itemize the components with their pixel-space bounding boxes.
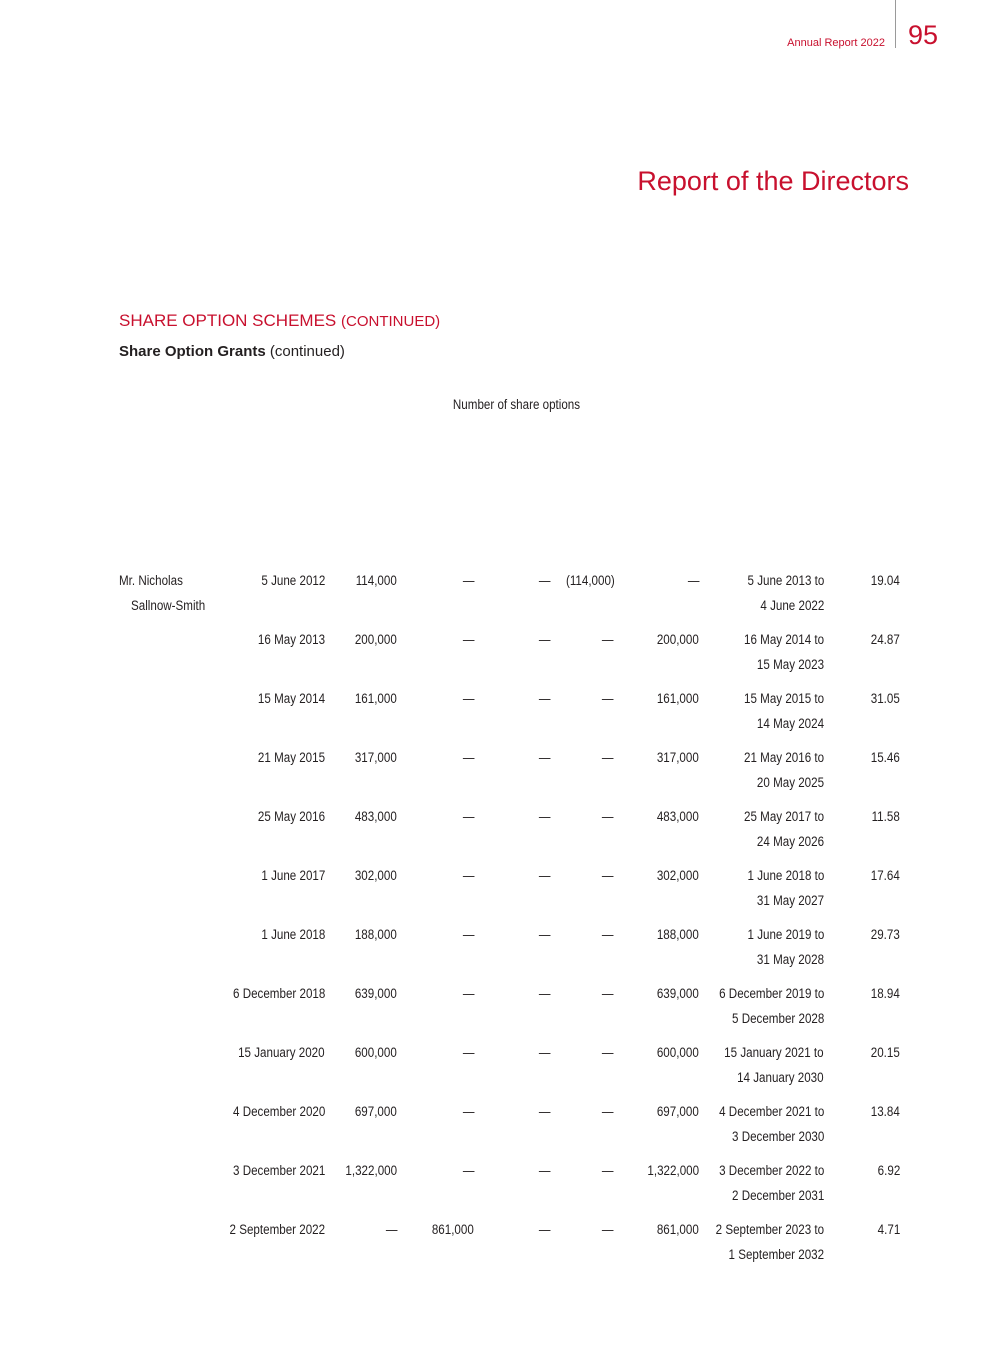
cell-expired: — — [601, 691, 613, 706]
cell-exercised: — — [538, 1222, 550, 1237]
cell-expired: — — [601, 750, 613, 765]
table-row — [0, 745, 1006, 797]
table-row — [0, 1217, 1006, 1269]
cell-exercised: — — [538, 986, 550, 1001]
cell-exercised: — — [538, 1045, 550, 1060]
cell-period-end: 15 May 2023 — [756, 657, 824, 672]
table-row — [0, 1040, 1006, 1092]
director-name-line2: Sallnow-Smith — [131, 598, 206, 613]
table-row — [0, 686, 1006, 738]
cell-expired: — — [601, 1222, 613, 1237]
cell-period-start: 3 December 2022 to — [718, 1163, 824, 1178]
cell-exercised: — — [538, 691, 550, 706]
cell-price: 11.58 — [871, 809, 900, 824]
cell-period-end: 4 June 2022 — [760, 598, 824, 613]
cell-price: 13.84 — [870, 1104, 900, 1119]
cell-granted: — — [462, 1104, 474, 1119]
cell-expired: — — [601, 1104, 613, 1119]
section-heading-suffix: (CONTINUED) — [341, 313, 441, 330]
director-name-line1: Mr. Nicholas — [119, 573, 183, 588]
cell-price: 29.73 — [870, 927, 900, 942]
cell-period-start: 6 December 2019 to — [718, 986, 824, 1001]
cell-as-at-31-dec: 302,000 — [657, 868, 699, 883]
report-label: Annual Report 2022 — [787, 37, 885, 49]
cell-expired: (114,000) — [566, 573, 615, 588]
cell-exercised: — — [538, 868, 550, 883]
cell-price: 31.05 — [870, 691, 900, 706]
cell-as-at-31-dec: 483,000 — [657, 809, 699, 824]
cell-granted: — — [462, 986, 474, 1001]
cell-price: 4.71 — [877, 1222, 900, 1237]
cell-as-at-31-dec: 200,000 — [657, 632, 699, 647]
cell-date: 1 June 2018 — [261, 927, 325, 942]
cell-period-end: 24 May 2026 — [756, 834, 824, 849]
cell-expired: — — [601, 927, 613, 942]
subsection-heading-suffix: (continued) — [269, 343, 345, 360]
cell-expired: — — [601, 1045, 613, 1060]
cell-period-end: 20 May 2025 — [756, 775, 824, 790]
cell-as-at-1-jan: — — [385, 1222, 397, 1237]
cell-granted: — — [462, 1163, 474, 1178]
cell-date: 4 December 2020 — [232, 1104, 325, 1119]
cell-period-start: 2 September 2023 to — [715, 1222, 824, 1237]
cell-price: 20.15 — [870, 1045, 900, 1060]
cell-exercised: — — [538, 1104, 550, 1119]
cell-period-end: 14 May 2024 — [756, 716, 824, 731]
section-heading-text: SHARE OPTION SCHEMES — [119, 311, 337, 330]
table-row — [0, 922, 1006, 974]
cell-exercised: — — [538, 750, 550, 765]
cell-as-at-1-jan: 114,000 — [355, 573, 397, 588]
cell-period-start: 1 June 2019 to — [747, 927, 824, 942]
cell-granted: — — [462, 691, 474, 706]
cell-as-at-1-jan: 1,322,000 — [345, 1163, 397, 1178]
cell-period-end: 31 May 2028 — [756, 952, 824, 967]
cell-period-start: 25 May 2017 to — [743, 809, 824, 824]
cell-as-at-1-jan: 161,000 — [355, 691, 397, 706]
cell-granted: — — [462, 573, 474, 588]
cell-period-end: 2 December 2031 — [731, 1188, 824, 1203]
cell-as-at-31-dec: — — [687, 573, 699, 588]
cell-period-end: 1 September 2032 — [728, 1247, 824, 1262]
cell-exercised: — — [538, 809, 550, 824]
cell-as-at-1-jan: 317,000 — [355, 750, 397, 765]
cell-date: 2 September 2022 — [229, 1222, 325, 1237]
cell-date: 21 May 2015 — [257, 750, 325, 765]
cell-date: 15 May 2014 — [257, 691, 325, 706]
cell-date: 25 May 2016 — [257, 809, 325, 824]
subsection-heading-text: Share Option Grants — [119, 343, 266, 360]
cell-price: 19.04 — [870, 573, 900, 588]
cell-exercised: — — [538, 927, 550, 942]
cell-as-at-31-dec: 697,000 — [657, 1104, 699, 1119]
cell-date: 1 June 2017 — [261, 868, 325, 883]
cell-period-start: 15 January 2021 to — [724, 1045, 824, 1060]
cell-price: 17.64 — [870, 868, 900, 883]
cell-granted: — — [462, 868, 474, 883]
number-of-options-group-header: Number of share options — [452, 397, 581, 412]
cell-date: 3 December 2021 — [232, 1163, 325, 1178]
cell-price: 6.92 — [877, 1163, 900, 1178]
cell-granted: — — [462, 927, 474, 942]
cell-period-end: 31 May 2027 — [756, 893, 824, 908]
page-number: 95 — [908, 20, 939, 50]
cell-period-start: 4 December 2021 to — [718, 1104, 824, 1119]
table-row — [0, 568, 1006, 620]
cell-period-start: 21 May 2016 to — [743, 750, 824, 765]
cell-period-end: 3 December 2030 — [731, 1129, 824, 1144]
cell-as-at-1-jan: 600,000 — [355, 1045, 397, 1060]
section-heading — [119, 311, 440, 331]
cell-expired: — — [601, 632, 613, 647]
cell-date: 16 May 2013 — [257, 632, 325, 647]
cell-as-at-1-jan: 302,000 — [355, 868, 397, 883]
cell-date: 6 December 2018 — [232, 986, 325, 1001]
cell-date: 15 January 2020 — [238, 1045, 325, 1060]
cell-granted: — — [462, 1045, 474, 1060]
table-row — [0, 1158, 1006, 1210]
cell-as-at-31-dec: 600,000 — [657, 1045, 699, 1060]
cell-granted: — — [462, 632, 474, 647]
cell-period-start: 15 May 2015 to — [743, 691, 824, 706]
cell-expired: — — [601, 986, 613, 1001]
header-divider — [895, 0, 896, 48]
cell-as-at-31-dec: 639,000 — [657, 986, 699, 1001]
cell-period-end: 14 January 2030 — [737, 1070, 824, 1085]
cell-as-at-31-dec: 317,000 — [657, 750, 699, 765]
cell-as-at-1-jan: 483,000 — [355, 809, 397, 824]
cell-price: 24.87 — [870, 632, 900, 647]
page-title: Report of the Directors — [637, 166, 909, 196]
cell-period-start: 5 June 2013 to — [747, 573, 824, 588]
cell-period-end: 5 December 2028 — [731, 1011, 824, 1026]
cell-granted: — — [462, 809, 474, 824]
table-row — [0, 627, 1006, 679]
cell-price: 18.94 — [870, 986, 900, 1001]
cell-granted: 861,000 — [432, 1222, 474, 1237]
table-row — [0, 1099, 1006, 1151]
cell-granted: — — [462, 750, 474, 765]
cell-as-at-31-dec: 1,322,000 — [647, 1163, 699, 1178]
cell-period-start: 1 June 2018 to — [747, 868, 824, 883]
cell-as-at-31-dec: 161,000 — [657, 691, 699, 706]
cell-as-at-1-jan: 200,000 — [355, 632, 397, 647]
cell-as-at-1-jan: 639,000 — [355, 986, 397, 1001]
table-row — [0, 804, 1006, 856]
cell-expired: — — [601, 809, 613, 824]
cell-price: 15.46 — [870, 750, 900, 765]
cell-expired: — — [601, 1163, 613, 1178]
cell-as-at-1-jan: 697,000 — [355, 1104, 397, 1119]
cell-exercised: — — [538, 573, 550, 588]
table-row — [0, 981, 1006, 1033]
cell-exercised: — — [538, 1163, 550, 1178]
cell-date: 5 June 2012 — [261, 573, 325, 588]
table-row — [0, 863, 1006, 915]
cell-as-at-31-dec: 188,000 — [657, 927, 699, 942]
cell-expired: — — [601, 868, 613, 883]
cell-period-start: 16 May 2014 to — [743, 632, 824, 647]
cell-as-at-31-dec: 861,000 — [657, 1222, 699, 1237]
subsection-heading — [119, 343, 345, 360]
cell-as-at-1-jan: 188,000 — [355, 927, 397, 942]
cell-exercised: — — [538, 632, 550, 647]
